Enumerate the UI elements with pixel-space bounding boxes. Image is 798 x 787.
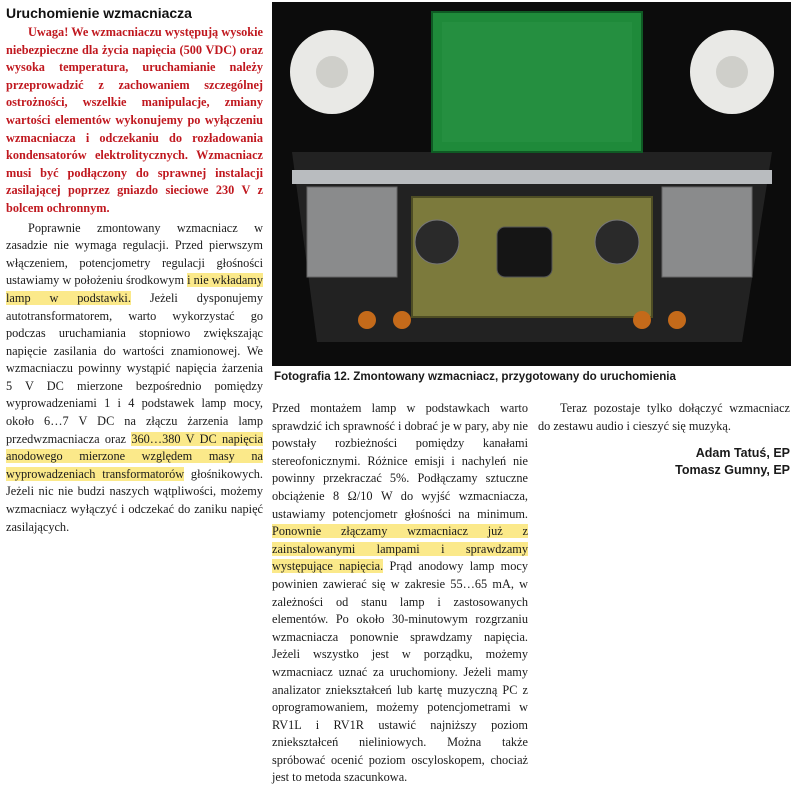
- paragraph-2: [272, 400, 528, 787]
- paragraph-1-text-b: Jeżeli dysponujemy autotransformatorem, warto wykorzystać go podczas uruchamiania stopniowo zwiększając napięcie zasilania do wartości znamionowej. We wzmacniaczu powinny wystąpić napięcia żarzenia 5 V DC mierzone bezpośrednio pomiędzy wyprowadzeniami 1 i 4 podstawek lamp mocy, około 6…7 V DC na złączu żarzenia lamp przedwzmacniacza oraz: [6, 290, 263, 446]
- text-column-3: [538, 400, 790, 479]
- highlight-reconnect: Ponownie złączamy wzmacniacz już z zainstalowanymi lampami i sprawdzamy występujące napięcia.: [272, 524, 528, 574]
- authors: [538, 445, 790, 479]
- article-title: Uruchomienie wzmacniacza: [6, 5, 192, 21]
- paragraph-1-text-a: Poprawnie zmontowany wzmacniacz w zasadzie nie wymaga regulacji. Przed pierwszym włączeniem, potencjometry regulacji głośności ustawiamy w położeniu środkowym: [6, 220, 263, 288]
- amplifier-photo-image: [272, 2, 791, 366]
- highlight-no-tubes: i nie wkładamy lamp w podstawki.: [6, 273, 264, 305]
- text-column-2: [272, 400, 528, 787]
- photo-caption: Fotografia 12. Zmontowany wzmacniacz, przygotowany do uruchomienia: [274, 370, 676, 383]
- author-1: Adam Tatuś, EP: [695, 446, 790, 461]
- paragraph-2-text-b: Prąd anodowy lamp mocy powinien zawierać się w zakresie 55…65 mA, w zależności od stanu lamp i zastosowanych elementów. Po około 30-minutowym rozgrzaniu wzmacniacza ponownie sprawdzamy napięcia. Jeżeli wszystko jest w porządku, możemy wzmacniacz uznać za uruchomiony. Jeżeli mamy analizator zniekształceń lub kartę muzyczną PC z oprogramowaniem, możemy potencjometrami w RV1L i RV1R ustawić najniższy poziom zniekształceń nieliniowych. Można także spróbować ocenić poziom oscyloskopem, chociaż jest to metoda szacunkowa.: [272, 559, 529, 785]
- paragraph-1: [6, 220, 263, 537]
- amplifier-photo: [272, 2, 791, 366]
- highlight-anode-voltage: 360…380 V DC napięcia anodowego mierzone względem masy na wyprowadzeniach transformatorów: [6, 431, 263, 481]
- text-column-1: [6, 4, 263, 536]
- author-2: Tomasz Gumny, EP: [675, 463, 790, 478]
- paragraph-2-text-a: Przed montażem lamp w podstawkach warto sprawdzić ich sprawność i dobrać je w pary, aby nie powstały rozbieżności pomiędzy kanałami stereofonicznymi. Różnice emisji i nachyleń nie powinny przekraczać 5%. Podłączamy sztuczne obciążenie 8 Ω/10 W do wyjść wzmacniacza, ustawiamy potencjometr głośności na minimum.: [272, 401, 528, 521]
- paragraph-1-text-c: głośnikowych. Jeżeli nic nie budzi naszych wątpliwości, możemy wzmacniacz wyłączyć i odczekać do zaniku napięć zasilających.: [6, 466, 263, 534]
- warning-paragraph: Uwaga! We wzmacniaczu występują wysokie niebezpieczne dla życia napięcia (500 VDC) oraz wysoka temperatura, uruchamianie należy przeprowadzić z zachowaniem szczególnej ostrożności, wszelkie manipulacje, zmiany wartości elementów wykonujemy po wyłączeniu wzmacniacza i odczekaniu do rozładowania kondensatorów elektrolitycznych. Wzmacniacz musi być podłączony do sprawnej instalacji zasilającej poprzez gniazdo sieciowe 230 V z bolcem ochronnym.: [6, 25, 263, 215]
- paragraph-3: Teraz pozostaje tylko dołączyć wzmacniacz do zestawu audio i cieszyć się muzyką.: [538, 401, 790, 433]
